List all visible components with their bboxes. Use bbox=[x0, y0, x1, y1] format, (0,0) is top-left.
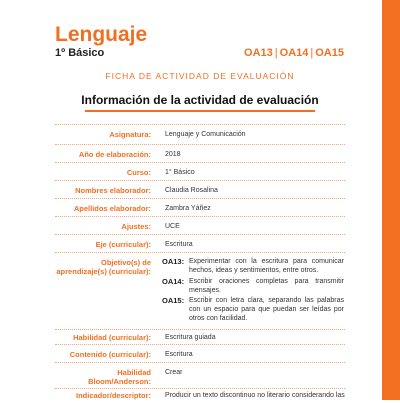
oa-code: OA13 bbox=[244, 47, 273, 59]
row-value: Escritura bbox=[165, 241, 193, 248]
row-value: Lenguaje y Comunicación bbox=[165, 131, 246, 138]
row-label: Asignatura: bbox=[109, 130, 151, 139]
objective-text: Escribir oraciones completas para transmitir mensajes. bbox=[189, 278, 344, 294]
row-habilidad bbox=[55, 330, 345, 345]
row-anio bbox=[55, 145, 345, 163]
objective-text: Escribir con letra clara, separando las palabras con un espacio para que puedan ser leídas por otros con facilidad. bbox=[189, 297, 344, 322]
oa-code: OA14 bbox=[279, 47, 309, 59]
row-label: Indicador/descriptor: bbox=[75, 391, 151, 400]
oa-code: OA15 bbox=[315, 47, 344, 59]
row-objetivos bbox=[55, 253, 345, 330]
row-eje bbox=[55, 235, 345, 253]
row-label: Contenido (curricular): bbox=[69, 350, 151, 359]
objective-code: OA13: bbox=[162, 257, 185, 266]
row-value: 2018 bbox=[165, 151, 181, 158]
row-label: Año de elaboración: bbox=[78, 150, 151, 159]
row-value: Producir un texto discontinuo no literario considerando las bbox=[165, 392, 345, 399]
objective-code: OA14: bbox=[162, 277, 185, 286]
row-value: Escritura bbox=[165, 351, 193, 358]
row-value: 1° Básico bbox=[165, 169, 195, 176]
row-apellidos bbox=[55, 199, 345, 217]
info-title-underline bbox=[85, 110, 315, 112]
row-value: Claudia Rosalina bbox=[165, 187, 218, 194]
orange-side-bar bbox=[382, 0, 400, 400]
oa-codes bbox=[244, 47, 344, 59]
row-label: Apellidos elaborador: bbox=[73, 204, 151, 213]
row-asignatura bbox=[55, 125, 345, 145]
row-label: Habilidad Bloom/Anderson: bbox=[88, 368, 151, 386]
row-ajustes bbox=[55, 217, 345, 235]
row-value: Escritura guiada bbox=[165, 334, 216, 341]
row-contenido bbox=[55, 345, 345, 363]
row-label: Objetivo(s) de aprendizaje(s) (curricular): bbox=[56, 258, 151, 276]
row-value: UCE bbox=[165, 223, 180, 230]
info-title: Información de la actividad de evaluación bbox=[81, 93, 319, 107]
row-label: Eje (curricular): bbox=[95, 240, 151, 249]
row-label: Habilidad (curricular): bbox=[73, 333, 151, 342]
grade-label: 1º Básico bbox=[55, 47, 105, 59]
row-curso bbox=[55, 163, 345, 181]
sheet-title: FICHA DE ACTIVIDAD DE EVALUACIÓN bbox=[105, 71, 295, 81]
oa-separator: | bbox=[274, 47, 278, 59]
row-value: Zambra Yáñez bbox=[165, 205, 211, 212]
row-label: Ajustes: bbox=[121, 222, 151, 231]
row-bloom bbox=[55, 363, 345, 389]
objective-text: Experimentar con la escritura para comunicar hechos, ideas y sentimientos, entre otros. bbox=[189, 258, 344, 274]
oa-separator: | bbox=[310, 47, 314, 59]
objective-code: OA15: bbox=[162, 296, 185, 305]
row-value: Crear bbox=[165, 369, 183, 376]
row-label: Nombres elaborador: bbox=[75, 186, 151, 195]
row-label: Curso: bbox=[126, 168, 151, 177]
row-nombres bbox=[55, 181, 345, 199]
subject-title: Lenguaje bbox=[55, 23, 148, 46]
row-indicador bbox=[55, 389, 345, 403]
